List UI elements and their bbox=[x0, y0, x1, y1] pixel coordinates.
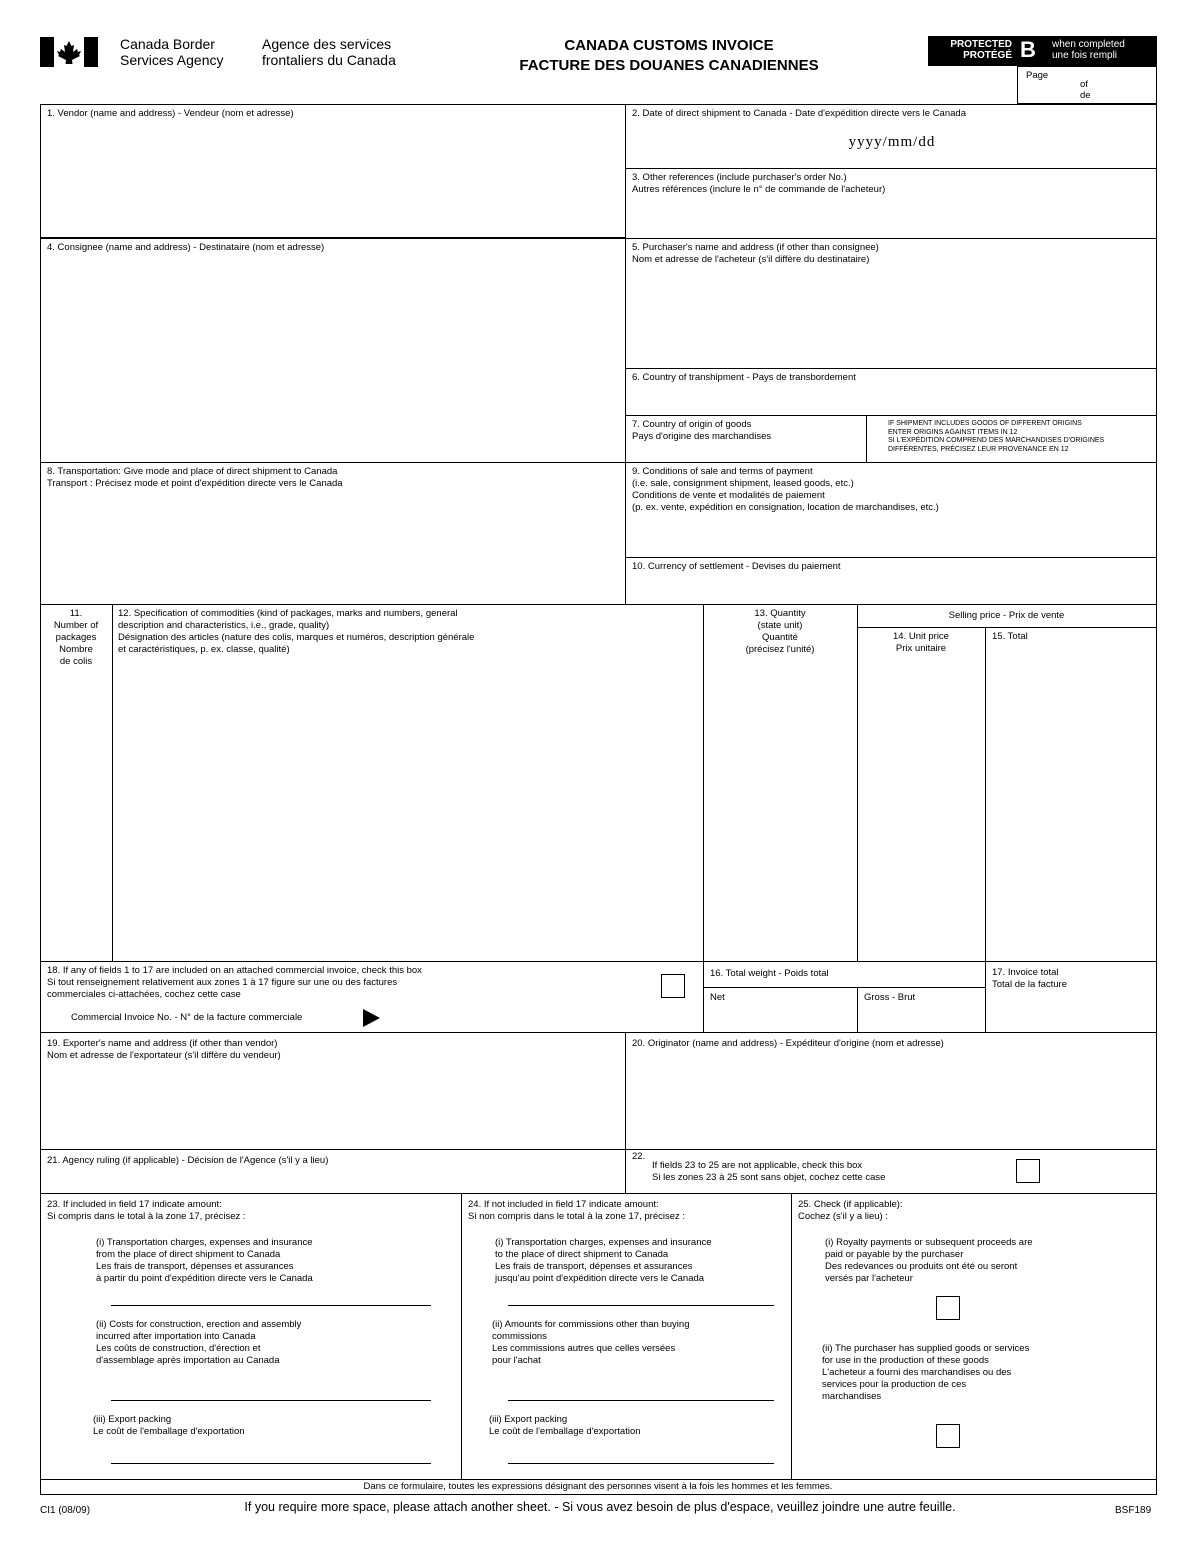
field-7-divider bbox=[866, 416, 867, 462]
field-7-label: 7. Country of origin of goods Pays d'origine des marchandises bbox=[632, 419, 772, 442]
field-15-label: 15. Total bbox=[992, 631, 1028, 642]
field-4-consignee[interactable] bbox=[40, 238, 626, 463]
field-12-specification[interactable] bbox=[112, 604, 704, 962]
field-3-label: 3. Other references (include purchaser's order No.) Autres références (inclure le n° de commande de l'acheteur) bbox=[632, 172, 886, 195]
field-22-label: If fields 23 to 25 are not applicable, check this box Si les zones 23 à 25 sont sans objet, cochez cette case bbox=[652, 1160, 886, 1183]
field-23-included-amounts bbox=[40, 1193, 462, 1480]
field-16-net-weight[interactable] bbox=[703, 987, 858, 1033]
field-25-i-label: (i) Royalty payments or subsequent proceeds are paid or payable by the purchaser Des redevances ou produits ont été ou seront versés par l'acheteur bbox=[825, 1237, 1033, 1284]
field-13-quantity[interactable] bbox=[703, 604, 858, 962]
page-of-label: of de bbox=[1080, 79, 1091, 101]
field-16-net-label: Net bbox=[710, 992, 725, 1003]
bsf-code: BSF189 bbox=[1115, 1505, 1152, 1516]
field-23-ii-amount[interactable] bbox=[111, 1400, 431, 1401]
field-22-checkbox[interactable] bbox=[1016, 1159, 1040, 1183]
arrow-right-icon bbox=[363, 1009, 380, 1027]
field-2-ship-date[interactable] bbox=[625, 104, 1157, 169]
page-number-box[interactable] bbox=[1017, 66, 1157, 104]
field-23-i-amount[interactable] bbox=[111, 1305, 431, 1306]
field-24-iii-label: (iii) Export packing Le coût de l'emballage d'exportation bbox=[489, 1414, 641, 1437]
field-1-vendor[interactable] bbox=[40, 104, 626, 238]
protected-b-banner bbox=[928, 36, 1157, 66]
field-13-label: 13. Quantity (state unit) Quantité (précisez l'unité) bbox=[745, 608, 815, 655]
field-17-label: 17. Invoice total Total de la facture bbox=[992, 967, 1067, 990]
field-18-attached-invoice bbox=[40, 961, 704, 1033]
gender-note: Dans ce formulaire, toutes les expressions désignant des personnes visent à la fois les hommes et les femmes. bbox=[363, 1481, 833, 1492]
field-20-originator[interactable] bbox=[625, 1032, 1157, 1150]
field-11-number-of-packages[interactable] bbox=[40, 604, 113, 962]
field-25-check bbox=[791, 1193, 1157, 1480]
field-24-not-included-amounts bbox=[461, 1193, 792, 1480]
form-title-french: FACTURE DES DOUANES CANADIENNES bbox=[519, 57, 819, 74]
field-24-i-amount[interactable] bbox=[508, 1305, 774, 1306]
field-14-unit-price[interactable] bbox=[857, 627, 986, 962]
field-14-label: 14. Unit price Prix unitaire bbox=[893, 631, 949, 654]
field-10-currency[interactable] bbox=[625, 557, 1157, 605]
selling-price-header bbox=[857, 604, 1157, 628]
field-5-purchaser[interactable] bbox=[625, 238, 1157, 369]
field-1-label: 1. Vendor (name and address) - Vendeur (nom et adresse) bbox=[47, 108, 294, 119]
field-10-label: 10. Currency of settlement - Devises du paiement bbox=[632, 561, 841, 572]
field-8-transportation[interactable] bbox=[40, 462, 626, 605]
field-24-ii-label: (ii) Amounts for commissions other than buying commissions Les commissions autres que celles versées pour l'achat bbox=[492, 1319, 690, 1366]
agency-name-english: Canada Border Services Agency bbox=[120, 36, 224, 68]
field-23-i-label: (i) Transportation charges, expenses and insurance from the place of direct shipment to Canada Les frais de transport, dépenses et assurances à partir du point d'expédition directe vers le Canada bbox=[96, 1237, 313, 1284]
field-22-not-applicable bbox=[625, 1149, 1157, 1194]
field-16-gross-weight[interactable] bbox=[857, 987, 986, 1033]
canada-flag-logo bbox=[40, 37, 98, 67]
field-4-label: 4. Consignee (name and address) - Destinataire (nom et adresse) bbox=[47, 242, 325, 253]
field-19-label: 19. Exporter's name and address (if other than vendor) Nom et adresse de l'exportateur (s'il diffère du vendeur) bbox=[47, 1038, 281, 1061]
field-2-date-placeholder: yyyy/mm/dd bbox=[848, 134, 936, 150]
field-16-gross-label: Gross - Brut bbox=[864, 992, 916, 1003]
field-2-label: 2. Date of direct shipment to Canada - Date d'expédition directe vers le Canada bbox=[632, 108, 966, 119]
field-7-country-of-origin[interactable] bbox=[625, 415, 1157, 463]
selling-price-label: Selling price - Prix de vente bbox=[948, 610, 1065, 621]
field-16-total-weight bbox=[703, 961, 986, 988]
field-23-iii-label: (iii) Export packing Le coût de l'emballage d'exportation bbox=[93, 1414, 245, 1437]
form-code: CI1 (08/09) bbox=[40, 1505, 91, 1516]
field-20-label: 20. Originator (name and address) - Expéditeur d'origine (nom et adresse) bbox=[632, 1038, 944, 1049]
field-7-origin-note: IF SHIPMENT INCLUDES GOODS OF DIFFERENT ORIGINS ENTER ORIGINS AGAINST ITEMS IN 12 SI L'EXPÉDITION COMPREND DES MARCHANDISES D'ORIGINES DIFFÉRENTES, PRÉCISEZ LEUR PROVENANCE EN 12 bbox=[888, 420, 1105, 453]
field-18-label: 18. If any of fields 1 to 17 are included on an attached commercial invoice, check this box Si tout renseignement relativement aux zones 1 à 17 figure sur une ou des factures commerciales ci-attachées, cochez cette case bbox=[47, 965, 422, 1000]
agency-name-french: Agence des services frontaliers du Canada bbox=[262, 36, 396, 68]
field-18-invoice-no-label: Commercial Invoice No. - N° de la facture commerciale bbox=[71, 1012, 303, 1023]
field-23-iii-amount[interactable] bbox=[111, 1463, 431, 1464]
field-24-ii-amount[interactable] bbox=[508, 1400, 774, 1401]
field-25-ii-checkbox[interactable] bbox=[936, 1424, 960, 1448]
protected-label: PROTECTED PROTÉGÉ bbox=[950, 39, 1012, 61]
page-label: Page bbox=[1026, 70, 1049, 81]
more-space-note: If you require more space, please attach another sheet. - Si vous avez besoin de plus d'espace, veuillez joindre une autre feuille. bbox=[244, 1500, 956, 1514]
field-9-conditions-of-sale[interactable] bbox=[625, 462, 1157, 558]
field-5-label: 5. Purchaser's name and address (if other than consignee) Nom et adresse de l'acheteur (s'il diffère du destinataire) bbox=[632, 242, 879, 265]
field-8-label: 8. Transportation: Give mode and place of direct shipment to Canada Transport : Précisez mode et point d'expédition directe vers le Canada bbox=[47, 466, 343, 489]
protected-letter: B bbox=[1020, 37, 1036, 62]
field-21-agency-ruling[interactable] bbox=[40, 1149, 626, 1194]
field-6-transhipment[interactable] bbox=[625, 368, 1157, 416]
protected-note: when completed une fois rempli bbox=[1052, 39, 1125, 61]
field-12-label: 12. Specification of commodities (kind of packages, marks and numbers, general description and characteristics, i.e., grade, quality) Désignation des articles (nature des colis, marques et numéros, description générale et caractéristiques, p. ex. classe, qualité) bbox=[118, 608, 475, 655]
gender-note-row bbox=[40, 1479, 1157, 1495]
field-24-label: 24. If not included in field 17 indicate amount: Si non compris dans le total à la zone 17, précisez : bbox=[468, 1199, 686, 1222]
field-25-i-checkbox[interactable] bbox=[936, 1296, 960, 1320]
field-6-label: 6. Country of transhipment - Pays de transbordement bbox=[632, 372, 856, 383]
field-22-number: 22. bbox=[632, 1151, 646, 1162]
field-17-invoice-total[interactable] bbox=[985, 961, 1157, 1033]
field-24-iii-amount[interactable] bbox=[508, 1463, 774, 1464]
field-3-other-references[interactable] bbox=[625, 168, 1157, 239]
field-18-checkbox[interactable] bbox=[661, 974, 685, 998]
field-24-i-label: (i) Transportation charges, expenses and insurance to the place of direct shipment to Canada Les frais de transport, dépenses et assurances jusqu'au point d'expédition directe vers le Canada bbox=[495, 1237, 712, 1284]
field-11-label: 11. Number of packages Nombre de colis bbox=[53, 608, 99, 667]
field-23-ii-label: (ii) Costs for construction, erection and assembly incurred after importation into Canada Les coûts de construction, d'érection et d'assemblage après importation au Canada bbox=[96, 1319, 302, 1366]
field-23-label: 23. If included in field 17 indicate amount: Si compris dans le total à la zone 17, précisez : bbox=[47, 1199, 246, 1222]
field-21-label: 21. Agency ruling (if applicable) - Décision de l'Agence (s'il y a lieu) bbox=[47, 1155, 329, 1166]
field-19-exporter[interactable] bbox=[40, 1032, 626, 1150]
field-16-label: 16. Total weight - Poids total bbox=[710, 968, 829, 979]
field-25-ii-label: (ii) The purchaser has supplied goods or services for use in the production of these goods L'acheteur a fourni des marchandises ou des services pour la production de ces marchandises bbox=[822, 1343, 1030, 1402]
form-title-english: CANADA CUSTOMS INVOICE bbox=[564, 37, 774, 54]
field-9-label: 9. Conditions of sale and terms of payment (i.e. sale, consignment shipment, leased goods, etc.) Conditions de vente et modalités de paiement (p. ex. vente, expédition en consignation, location de marchandises, etc.) bbox=[632, 466, 939, 513]
field-25-label: 25. Check (if applicable): Cochez (s'il y a lieu) : bbox=[798, 1199, 903, 1222]
field-15-total[interactable] bbox=[985, 627, 1157, 962]
